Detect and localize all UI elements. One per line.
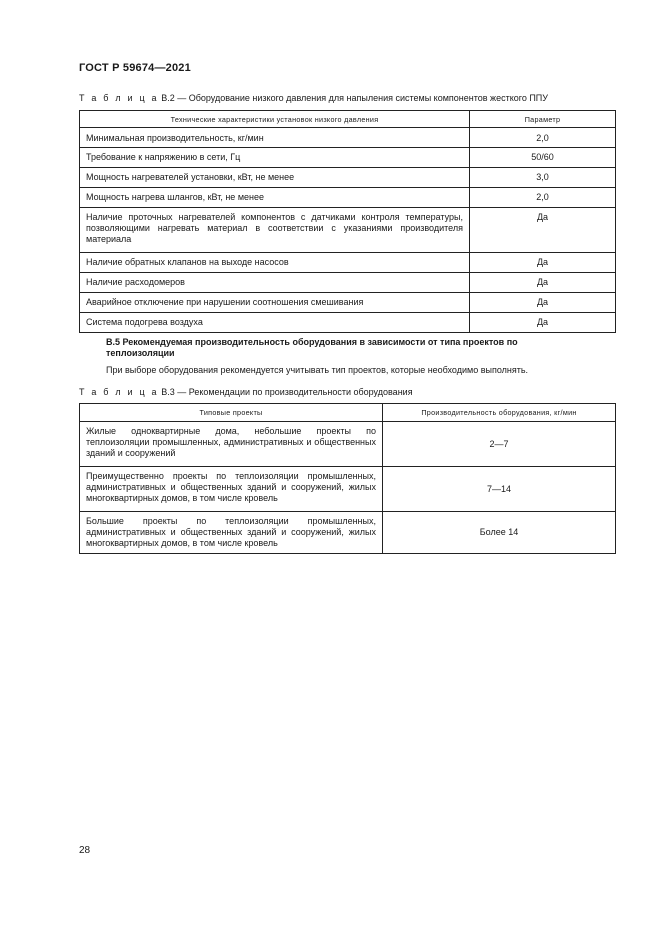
table-cell: Более 14 (383, 512, 616, 554)
table-row (80, 148, 616, 168)
table-cell: Да (470, 273, 616, 293)
table-b2-caption-text: В.2 — Оборудование низкого давления для напыления системы компонентов жесткого ППУ (158, 93, 548, 103)
table-b3-caption (79, 387, 413, 397)
table-cell: Аварийное отключение при нарушении соотношения смешивания (80, 293, 470, 313)
table-b2-header-characteristic: Технические характеристики установок низкого давления (80, 111, 470, 128)
table-cell: 50/60 (470, 148, 616, 168)
table-cell: Мощность нагрева шлангов, кВт, не менее (80, 188, 470, 208)
table-row (80, 467, 616, 512)
table-cell: Система подогрева воздуха (80, 313, 470, 333)
table-row (80, 273, 616, 293)
table-cell: Да (470, 313, 616, 333)
table-cell: Минимальная производительность, кг/мин (80, 128, 470, 148)
table-b2 (79, 110, 616, 333)
table-b3-caption-prefix: Т а б л и ц а (79, 387, 159, 397)
table-cell: Да (470, 253, 616, 273)
table-row (80, 422, 616, 467)
section-b5-heading: В.5 Рекомендуемая производительность оборудования в зависимости от типа проектов по теплоизоляции (106, 337, 518, 358)
table-row (80, 253, 616, 273)
table-cell: Требование к напряжению в сети, Гц (80, 148, 470, 168)
table-cell: 2,0 (470, 128, 616, 148)
table-b3-header-row (80, 404, 616, 422)
section-b5-paragraph: При выборе оборудования рекомендуется учитывать тип проектов, которые необходимо выполнять. (106, 365, 529, 375)
page-number: 28 (79, 845, 91, 856)
table-cell: Преимущественно проекты по теплоизоляции промышленных, административных и общественных зданий и сооружений, жилых многоквартирных домов, в том числе кровель (80, 467, 383, 512)
table-b2-header-row (80, 111, 616, 128)
document-code: ГОСТ Р 59674—2021 (79, 62, 191, 74)
table-cell: Наличие проточных нагревателей компонентов с датчиками контроля температуры, позволяющими нагревать материал в соответствии с указаниями производителя материала (80, 208, 470, 253)
table-cell: Наличие обратных клапанов на выходе насосов (80, 253, 470, 273)
table-cell: 7—14 (383, 467, 616, 512)
table-cell: 3,0 (470, 168, 616, 188)
table-cell: 2—7 (383, 422, 616, 467)
table-cell: Наличие расходомеров (80, 273, 470, 293)
table-cell: Мощность нагревателей установки, кВт, не менее (80, 168, 470, 188)
table-row (80, 208, 616, 253)
table-row (80, 128, 616, 148)
table-cell: 2,0 (470, 188, 616, 208)
table-row (80, 313, 616, 333)
table-b2-caption (79, 93, 548, 103)
table-cell: Большие проекты по теплоизоляции промышленных, административных и общественных зданий и сооружений, жилых многоквартирных домов, в том числе кровель (80, 512, 383, 554)
table-b3 (79, 403, 616, 554)
table-row (80, 168, 616, 188)
table-b3-header-projects: Типовые проекты (80, 404, 383, 422)
table-b2-caption-prefix: Т а б л и ц а (79, 93, 159, 103)
table-cell: Жилые одноквартирные дома, небольшие проекты по теплоизоляции промышленных, административных и общественных зданий и сооружений (80, 422, 383, 467)
table-b3-caption-text: В.3 — Рекомендации по производительности оборудования (158, 387, 413, 397)
table-cell: Да (470, 293, 616, 313)
table-b2-header-parameter: Параметр (470, 111, 616, 128)
table-cell: Да (470, 208, 616, 253)
table-b3-header-performance: Производительность оборудования, кг/мин (383, 404, 616, 422)
table-row (80, 512, 616, 554)
table-row (80, 188, 616, 208)
table-row (80, 293, 616, 313)
